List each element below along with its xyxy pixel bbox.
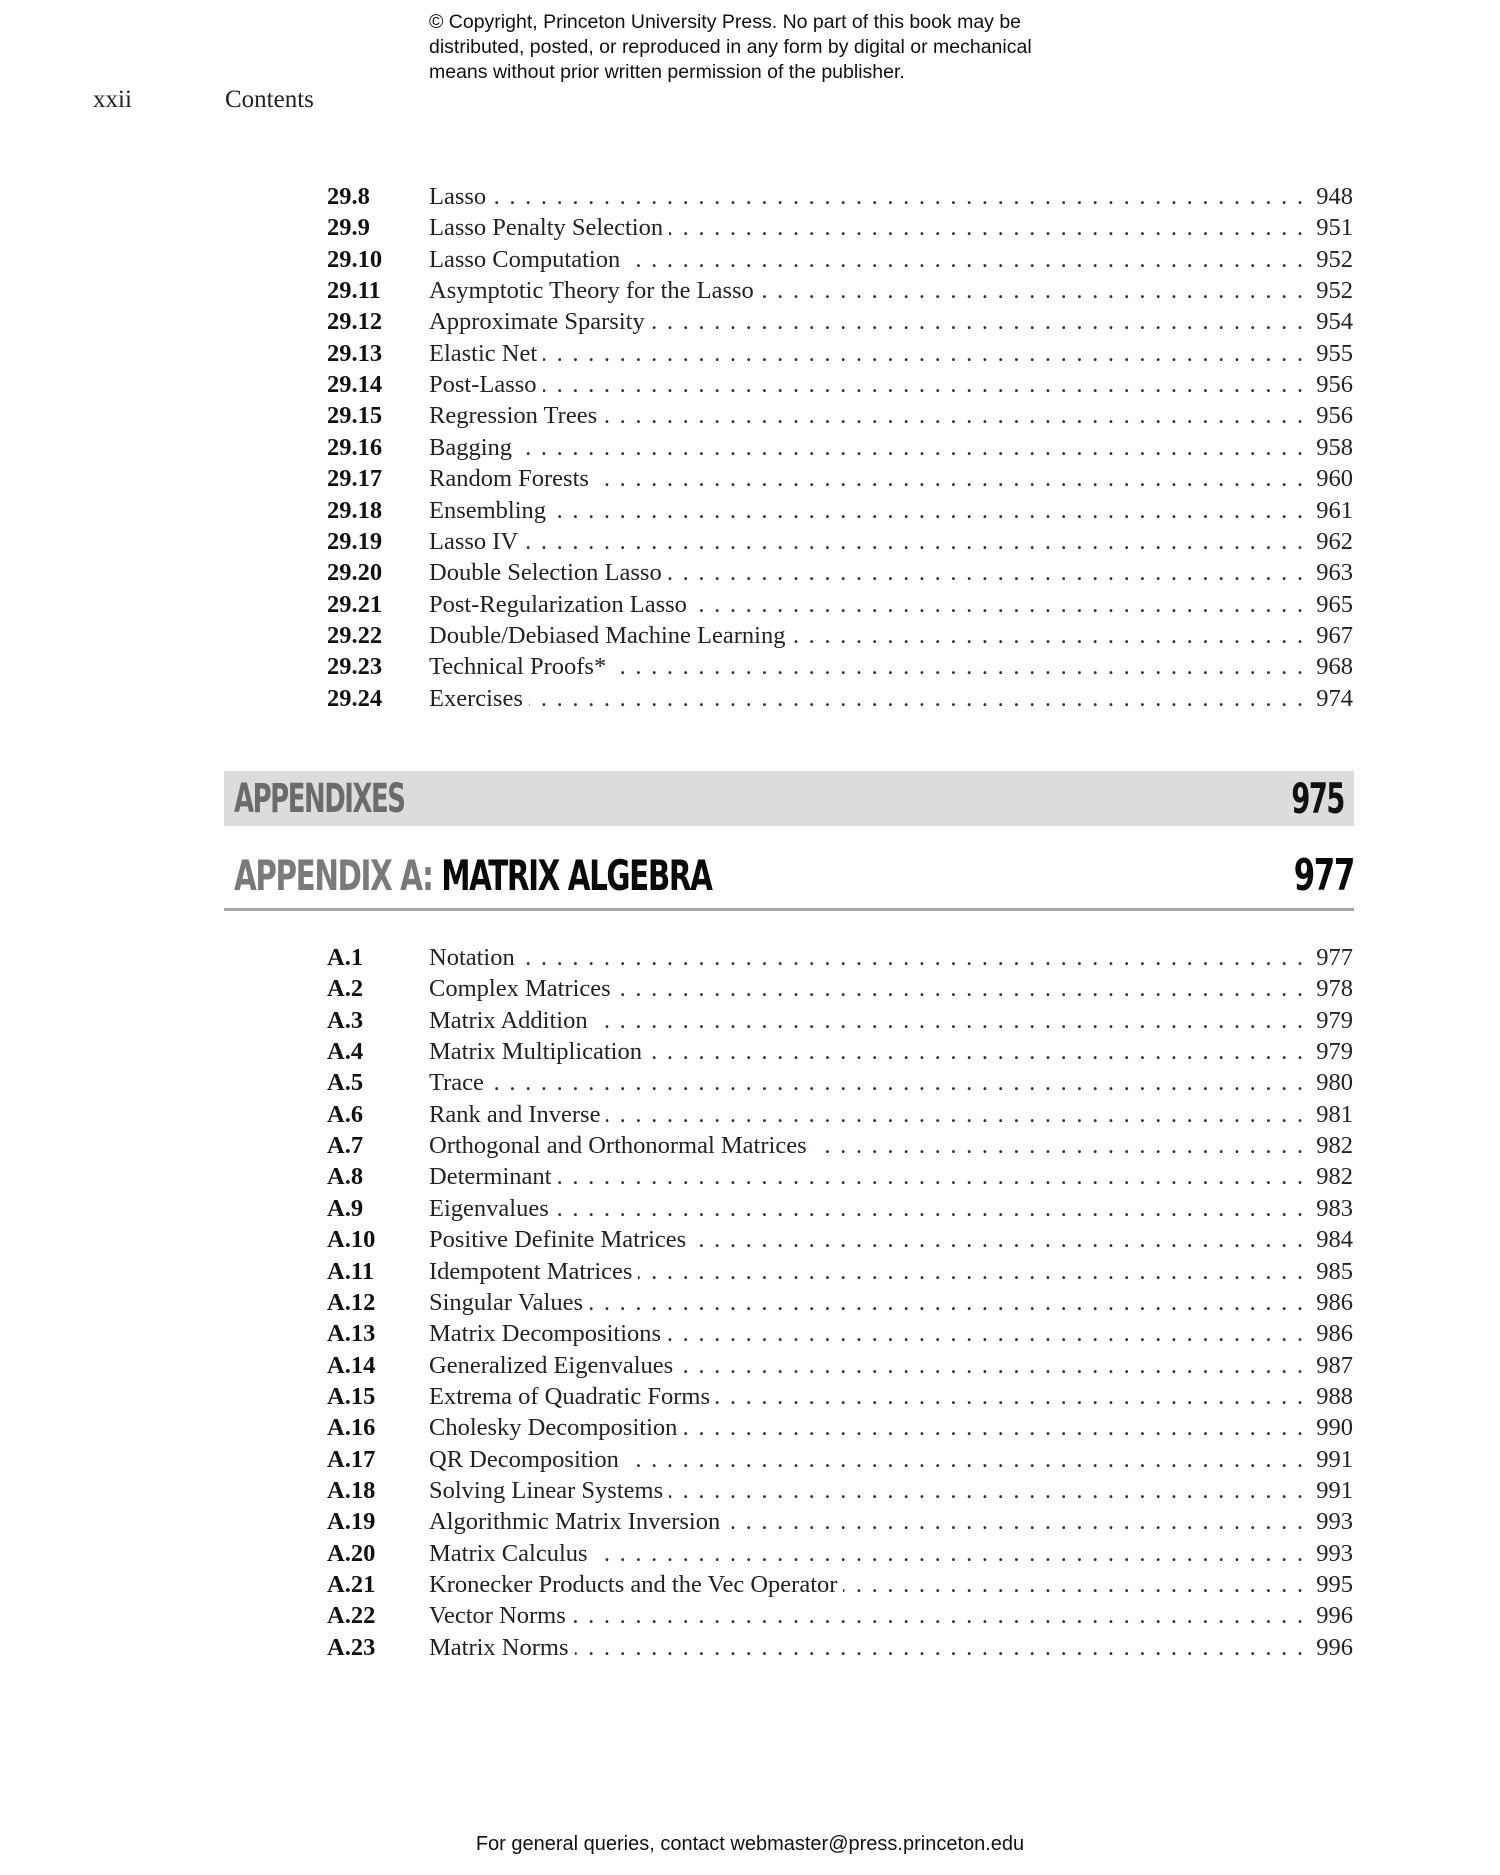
toc-entry-body	[429, 1067, 1353, 1098]
dot-leader	[716, 1381, 1303, 1412]
dot-leader	[595, 463, 1303, 494]
toc-entry[interactable]	[0, 620, 1500, 651]
dot-leader	[693, 589, 1303, 620]
dot-leader	[651, 306, 1303, 337]
dot-leader	[594, 1538, 1303, 1569]
section-page-number: 974	[1316, 684, 1353, 712]
toc-entry[interactable]	[0, 1193, 1500, 1224]
section-title: Positive Definite Matrices	[429, 1226, 687, 1254]
section-number: A.11	[327, 1257, 374, 1285]
section-title: Lasso Computation	[429, 245, 621, 273]
section-title: Notation	[429, 944, 515, 971]
toc-entry[interactable]	[0, 589, 1500, 620]
toc-entry-body	[429, 1538, 1353, 1569]
toc-entry[interactable]	[0, 1350, 1500, 1381]
toc-entry-body	[429, 1444, 1353, 1475]
toc-entry-body	[429, 212, 1353, 243]
section-number: 29.16	[327, 433, 383, 461]
dot-leader	[638, 1256, 1303, 1287]
toc-entry-body	[429, 244, 1353, 275]
section-number: A.17	[327, 1445, 376, 1473]
section-title: Solving Linear Systems	[429, 1476, 664, 1504]
toc-entry[interactable]	[0, 1569, 1500, 1600]
dot-leader	[552, 495, 1303, 526]
section-page-number: 986	[1316, 1288, 1353, 1316]
dot-leader	[669, 1475, 1303, 1506]
dot-leader	[594, 1005, 1303, 1036]
section-page-number: 961	[1316, 496, 1353, 524]
section-title: Matrix Decompositions	[429, 1320, 662, 1348]
section-page-number: 977	[1316, 944, 1353, 971]
toc-entry-body	[429, 181, 1353, 212]
toc-entry[interactable]	[0, 1600, 1500, 1631]
toc-entry[interactable]	[0, 306, 1500, 337]
section-title: Matrix Calculus	[429, 1539, 588, 1567]
section-page-number: 982	[1316, 1163, 1353, 1191]
toc-entry[interactable]	[0, 1381, 1500, 1412]
copyright-line: distributed, posted, or reproduced in any form by digital or mechanical	[429, 36, 1032, 58]
toc-entry[interactable]	[0, 1256, 1500, 1287]
section-page-number: 996	[1316, 1602, 1353, 1630]
section-title: Approximate Sparsity	[429, 308, 645, 336]
dot-leader	[843, 1569, 1303, 1600]
section-page-number: 984	[1316, 1226, 1353, 1254]
section-title: Kronecker Products and the Vec Operator	[429, 1571, 838, 1598]
chapter-name: MATRIX ALGEBRA	[441, 850, 712, 900]
toc-entry[interactable]	[0, 1036, 1500, 1067]
section-page-number: 960	[1316, 465, 1353, 493]
toc-entry[interactable]	[0, 212, 1500, 243]
section-page-number: 990	[1316, 1414, 1353, 1442]
section-number: A.15	[327, 1382, 376, 1410]
section-number: A.5	[327, 1069, 364, 1097]
section-page-number: 956	[1316, 402, 1353, 430]
toc-entry-body	[429, 1099, 1353, 1130]
section-number: A.20	[327, 1539, 376, 1567]
section-page-number: 956	[1316, 371, 1353, 399]
section-number: 29.13	[327, 339, 383, 367]
section-title: Generalized Eigenvalues	[429, 1351, 674, 1379]
dot-leader	[572, 1600, 1303, 1631]
section-page-number: 987	[1316, 1351, 1353, 1379]
section-number: A.12	[327, 1288, 376, 1316]
section-page-number: 993	[1316, 1508, 1353, 1536]
section-page-number: 985	[1316, 1257, 1353, 1285]
toc-entry[interactable]	[0, 1475, 1500, 1506]
section-page-number: 979	[1316, 1006, 1353, 1034]
toc-entry-body	[429, 275, 1353, 306]
page-number: xxii	[93, 86, 132, 113]
section-title: Elastic Net	[429, 339, 538, 367]
dot-leader	[575, 1632, 1304, 1663]
toc-entry-body	[429, 1287, 1353, 1318]
toc-entry[interactable]	[0, 1099, 1500, 1130]
toc-entry-body	[429, 526, 1353, 557]
toc-entry-body	[429, 973, 1353, 1004]
section-number: 29.11	[327, 277, 381, 305]
toc-entry-body	[429, 942, 1353, 973]
toc-entry[interactable]	[0, 1318, 1500, 1349]
toc-entry-body	[429, 369, 1353, 400]
toc-entry-body	[429, 1412, 1353, 1443]
toc-entry-body	[429, 432, 1353, 463]
section-number: A.8	[327, 1163, 364, 1191]
section-title: QR Decomposition	[429, 1445, 619, 1473]
toc-entry[interactable]	[0, 1506, 1500, 1537]
dot-leader	[692, 1224, 1303, 1255]
section-title: Cholesky Decomposition	[429, 1414, 678, 1442]
toc-entry[interactable]	[0, 463, 1500, 494]
section-number: 29.20	[327, 559, 383, 587]
toc-entry-body	[429, 557, 1353, 588]
toc-entry-body	[429, 1318, 1353, 1349]
toc-entry[interactable]	[0, 1287, 1500, 1318]
dot-leader	[791, 620, 1303, 651]
section-title: Determinant	[429, 1163, 552, 1191]
copyright-line: means without prior written permission of the publisher.	[429, 61, 905, 83]
section-page-number: 979	[1316, 1038, 1353, 1066]
toc-entry[interactable]	[0, 275, 1500, 306]
section-page-number: 967	[1316, 621, 1353, 649]
section-page-number: 951	[1316, 214, 1353, 242]
section-number: 29.17	[327, 465, 383, 493]
section-title: Double Selection Lasso	[429, 559, 662, 587]
section-number: 29.18	[327, 496, 383, 524]
toc-entry-body	[429, 1632, 1353, 1663]
chapter-label	[234, 851, 711, 900]
dot-leader	[521, 942, 1303, 973]
toc-entry-body	[429, 1130, 1353, 1161]
toc-entry-body	[429, 620, 1353, 651]
section-title: Technical Proofs*	[429, 653, 607, 681]
section-number: A.2	[327, 975, 364, 1003]
section-page-number: 978	[1316, 975, 1353, 1003]
section-number: 29.21	[327, 590, 383, 618]
section-page-number: 954	[1316, 308, 1353, 336]
dot-leader	[669, 212, 1303, 243]
toc-entry[interactable]	[0, 1224, 1500, 1255]
section-page-number: 986	[1316, 1320, 1353, 1348]
dot-leader	[760, 275, 1303, 306]
section-number: A.23	[327, 1633, 376, 1661]
toc-entry-body	[429, 1161, 1353, 1192]
section-number: 29.24	[327, 684, 383, 712]
toc-entry-body	[429, 1193, 1353, 1224]
section-title: Idempotent Matrices	[429, 1257, 633, 1285]
chapter-page-number: 977	[1293, 849, 1354, 901]
section-number: A.16	[327, 1414, 376, 1442]
section-number: 29.9	[327, 214, 370, 242]
toc-entry-body	[429, 1600, 1353, 1631]
toc-entry-body	[429, 1475, 1353, 1506]
section-title: Vector Norms	[429, 1602, 566, 1630]
section-page-number: 948	[1316, 183, 1353, 210]
section-page-number: 963	[1316, 559, 1353, 587]
section-number: 29.19	[327, 527, 383, 555]
toc-entry-body	[429, 651, 1353, 682]
section-title: Rank and Inverse	[429, 1100, 601, 1128]
section-title: Singular Values	[429, 1288, 584, 1316]
section-title: Matrix Norms	[429, 1633, 569, 1661]
section-page-number: 981	[1316, 1100, 1353, 1128]
section-title: Double/Debiased Machine Learning	[429, 621, 786, 649]
part-page-number: 975	[1291, 774, 1344, 823]
toc-entry[interactable]	[0, 526, 1500, 557]
section-page-number: 991	[1316, 1476, 1353, 1504]
section-page-number: 995	[1316, 1571, 1353, 1598]
section-page-number: 983	[1316, 1194, 1353, 1222]
dot-leader	[490, 1067, 1303, 1098]
toc-entry-body	[429, 589, 1353, 620]
section-title: Eigenvalues	[429, 1194, 549, 1222]
dot-leader	[679, 1350, 1303, 1381]
dot-leader	[667, 1318, 1303, 1349]
section-page-number: 968	[1316, 653, 1353, 681]
toc-entry-body	[429, 1569, 1353, 1600]
running-head-title: Contents	[225, 86, 314, 113]
toc-entry[interactable]	[0, 495, 1500, 526]
dot-leader	[625, 1444, 1303, 1475]
section-page-number: 982	[1316, 1132, 1353, 1160]
section-number: A.22	[327, 1602, 376, 1630]
toc-entry-body	[429, 306, 1353, 337]
section-number: 29.15	[327, 402, 383, 430]
toc-entry[interactable]	[0, 683, 1500, 714]
dot-leader	[492, 181, 1303, 212]
toc-entry[interactable]	[0, 1067, 1500, 1098]
section-number: 29.10	[327, 245, 383, 273]
dot-leader	[668, 557, 1303, 588]
section-number: 29.22	[327, 621, 383, 649]
section-title: Exercises	[429, 684, 523, 712]
toc-entry-body	[429, 1506, 1353, 1537]
section-number: A.1	[327, 944, 364, 971]
toc-entry[interactable]	[0, 1632, 1500, 1663]
toc-entry-body	[429, 338, 1353, 369]
section-title: Trace	[429, 1069, 484, 1097]
section-page-number: 965	[1316, 590, 1353, 618]
section-title: Orthogonal and Orthonormal Matrices	[429, 1132, 807, 1160]
section-title: Complex Matrices	[429, 975, 611, 1003]
section-page-number: 958	[1316, 433, 1353, 461]
section-number: 29.12	[327, 308, 383, 336]
toc-entry[interactable]	[0, 1444, 1500, 1475]
section-number: 29.8	[327, 183, 370, 210]
section-title: Lasso Penalty Selection	[429, 214, 664, 242]
toc-entry[interactable]	[0, 651, 1500, 682]
part-title: APPENDIXES	[234, 775, 405, 822]
section-number: A.7	[327, 1132, 364, 1160]
section-title: Ensembling	[429, 496, 547, 524]
section-number: A.3	[327, 1006, 364, 1034]
copyright-notice	[429, 10, 1109, 85]
section-title: Lasso IV	[429, 527, 519, 555]
dot-leader	[617, 973, 1303, 1004]
dot-leader	[589, 1287, 1303, 1318]
section-page-number: 993	[1316, 1539, 1353, 1567]
section-number: A.10	[327, 1226, 376, 1254]
dot-leader	[557, 1161, 1303, 1192]
toc-entry-body	[429, 495, 1353, 526]
toc-entry[interactable]	[0, 400, 1500, 431]
dot-leader	[648, 1036, 1303, 1067]
section-number: 29.23	[327, 653, 383, 681]
dot-leader	[726, 1506, 1303, 1537]
toc-entry-body	[429, 463, 1353, 494]
toc-entry-body	[429, 683, 1353, 714]
section-number: 29.14	[327, 371, 383, 399]
section-title: Matrix Addition	[429, 1006, 588, 1034]
section-page-number: 988	[1316, 1382, 1353, 1410]
section-title: Post-Regularization Lasso	[429, 590, 687, 618]
toc-entry-body	[429, 1036, 1353, 1067]
toc-entry[interactable]	[0, 432, 1500, 463]
section-number: A.18	[327, 1476, 376, 1504]
section-page-number: 996	[1316, 1633, 1353, 1661]
toc-entry-body	[429, 400, 1353, 431]
section-title: Regression Trees	[429, 402, 598, 430]
toc-entry[interactable]	[0, 244, 1500, 275]
section-number: A.13	[327, 1320, 376, 1348]
section-title: Post-Lasso	[429, 371, 537, 399]
toc-entry-body	[429, 1256, 1353, 1287]
dot-leader	[603, 400, 1303, 431]
section-page-number: 991	[1316, 1445, 1353, 1473]
toc-entry-body	[429, 1381, 1353, 1412]
dot-leader	[813, 1130, 1303, 1161]
section-page-number: 952	[1316, 277, 1353, 305]
section-title: Bagging	[429, 433, 513, 461]
section-page-number: 955	[1316, 339, 1353, 367]
toc-entry[interactable]	[0, 973, 1500, 1004]
toc-entry[interactable]	[0, 1538, 1500, 1569]
chapter-prefix: APPENDIX A:	[234, 850, 433, 900]
toc-entry-body	[429, 1350, 1353, 1381]
dot-leader	[606, 1099, 1303, 1130]
toc-entry[interactable]	[0, 1412, 1500, 1443]
toc-entry[interactable]	[0, 942, 1500, 973]
dot-leader	[555, 1193, 1303, 1224]
toc-entry[interactable]	[0, 1161, 1500, 1192]
toc-entry[interactable]	[0, 181, 1500, 212]
dot-leader	[543, 369, 1303, 400]
section-title: Asymptotic Theory for the Lasso	[429, 277, 754, 305]
section-title: Algorithmic Matrix Inversion	[429, 1508, 721, 1536]
section-number: A.14	[327, 1351, 376, 1379]
section-number: A.21	[327, 1571, 376, 1598]
toc-entry-body	[429, 1005, 1353, 1036]
dot-leader	[543, 338, 1303, 369]
toc-entry[interactable]	[0, 369, 1500, 400]
toc-entry[interactable]	[0, 1130, 1500, 1161]
toc-entry-body	[429, 1224, 1353, 1255]
chapter-divider	[224, 908, 1354, 911]
dot-leader	[626, 244, 1303, 275]
toc-entry[interactable]	[0, 338, 1500, 369]
dot-leader	[683, 1412, 1303, 1443]
footer-contact: For general queries, contact webmaster@press.princeton.edu	[475, 1833, 1025, 1855]
section-number: A.6	[327, 1100, 364, 1128]
section-number: A.9	[327, 1194, 364, 1222]
section-page-number: 952	[1316, 245, 1353, 273]
dot-leader	[612, 651, 1303, 682]
section-title: Random Forests	[429, 465, 589, 493]
part-heading-appendixes[interactable]	[224, 771, 1354, 826]
dot-leader	[518, 432, 1303, 463]
section-number: A.4	[327, 1038, 364, 1066]
section-title: Lasso	[429, 183, 487, 210]
section-title: Extrema of Quadratic Forms	[429, 1382, 710, 1410]
toc-entry[interactable]	[0, 557, 1500, 588]
section-title: Matrix Multiplication	[429, 1038, 642, 1066]
chapter-heading-appendix-a[interactable]	[224, 842, 1354, 908]
toc-entry[interactable]	[0, 1005, 1500, 1036]
section-page-number: 980	[1316, 1069, 1353, 1097]
dot-leader	[529, 683, 1303, 714]
copyright-line: © Copyright, Princeton University Press. No part of this book may be	[429, 11, 1022, 33]
section-page-number: 962	[1316, 527, 1353, 555]
dot-leader	[524, 526, 1303, 557]
section-number: A.19	[327, 1508, 376, 1536]
